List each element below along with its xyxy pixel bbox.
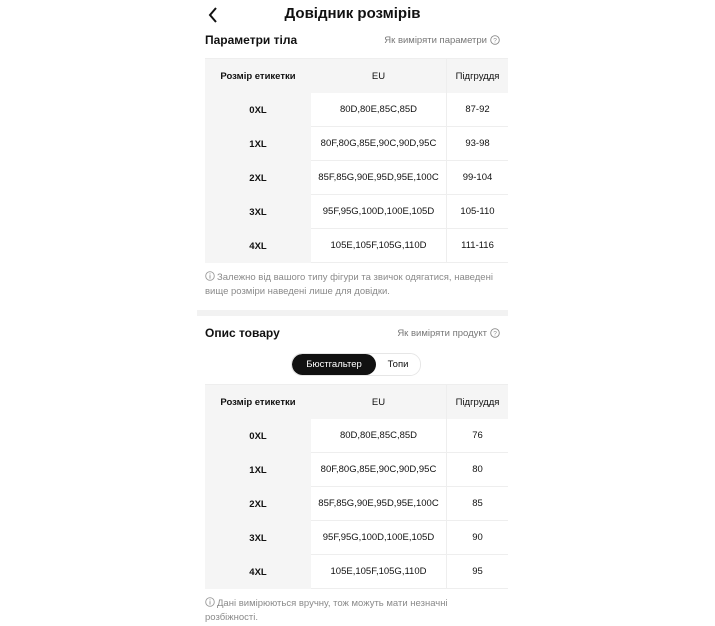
eu-cell: 95F,95G,100D,100E,105D (311, 521, 447, 555)
product-title: Опис товару (205, 326, 280, 340)
underbust-cell: 85 (447, 487, 508, 521)
eu-cell: 95F,95G,100D,100E,105D (311, 195, 447, 229)
header (197, 0, 508, 30)
size-label-cell: 3XL (205, 195, 311, 229)
underbust-cell: 80 (447, 453, 508, 487)
size-label-cell: 0XL (205, 93, 311, 127)
size-label-cell: 4XL (205, 229, 311, 263)
size-label-cell: 1XL (205, 453, 311, 487)
table-row (205, 127, 508, 161)
svg-text:?: ? (493, 37, 497, 45)
eu-cell: 105E,105F,105G,110D (311, 555, 447, 589)
body-params-header (205, 31, 500, 49)
question-icon (490, 35, 500, 45)
underbust-cell: 93-98 (447, 127, 508, 161)
table-row (205, 161, 508, 195)
table-row (205, 521, 508, 555)
column-header: Підгруддя (447, 385, 508, 419)
body-params-table (205, 58, 508, 263)
info-icon (205, 597, 215, 607)
product-header (205, 324, 500, 342)
product-type-tabs (291, 353, 421, 376)
info-icon (205, 271, 215, 281)
measure-params-link-label: Як виміряти параметри (384, 34, 487, 46)
table-row (205, 555, 508, 589)
table-row (205, 229, 508, 263)
eu-cell: 80F,80G,85E,90C,90D,95C (311, 127, 447, 161)
size-label-cell: 0XL (205, 419, 311, 453)
table-header-row (205, 385, 508, 419)
column-header: Розмір етикетки (205, 59, 311, 93)
size-label-cell: 2XL (205, 161, 311, 195)
measure-product-link[interactable] (397, 328, 500, 339)
body-params-note-text: Залежно від вашого типу фігури та звичок одягатися, наведені вище розміри наведені лише для довідки. (205, 272, 493, 297)
underbust-cell: 111-116 (447, 229, 508, 263)
section-divider (197, 310, 508, 316)
table-row (205, 453, 508, 487)
size-label-cell: 3XL (205, 521, 311, 555)
eu-cell: 80D,80E,85C,85D (311, 93, 447, 127)
column-header: Підгруддя (447, 59, 508, 93)
eu-cell: 85F,85G,90E,95D,95E,100C (311, 487, 447, 521)
table-row (205, 93, 508, 127)
tab-tops[interactable]: Топи (376, 354, 420, 375)
underbust-cell: 87-92 (447, 93, 508, 127)
measure-product-link-label: Як виміряти продукт (397, 327, 487, 339)
svg-text:?: ? (493, 330, 497, 338)
underbust-cell: 105-110 (447, 195, 508, 229)
eu-cell: 85F,85G,90E,95D,95E,100C (311, 161, 447, 195)
measure-params-link[interactable] (384, 35, 500, 46)
product-table (205, 384, 508, 589)
column-header: Розмір етикетки (205, 385, 311, 419)
body-params-note (205, 271, 495, 299)
column-header: EU (311, 59, 447, 93)
question-icon (490, 328, 500, 338)
underbust-cell: 90 (447, 521, 508, 555)
body-params-title: Параметри тіла (205, 33, 298, 47)
table-header-row (205, 59, 508, 93)
column-header: EU (311, 385, 447, 419)
underbust-cell: 99-104 (447, 161, 508, 195)
table-row (205, 195, 508, 229)
size-guide-screen (197, 0, 508, 626)
size-label-cell: 4XL (205, 555, 311, 589)
table-row (205, 419, 508, 453)
tab-bra[interactable]: Бюстгальтер (292, 354, 376, 375)
eu-cell: 105E,105F,105G,110D (311, 229, 447, 263)
product-note-text: Дані вимірюються вручну, тож можуть мати незначні розбіжності. (205, 598, 448, 623)
eu-cell: 80F,80G,85E,90C,90D,95C (311, 453, 447, 487)
size-label-cell: 2XL (205, 487, 311, 521)
eu-cell: 80D,80E,85C,85D (311, 419, 447, 453)
page-title: Довідник розмірів (284, 5, 421, 22)
underbust-cell: 76 (447, 419, 508, 453)
product-note (205, 597, 495, 625)
table-row (205, 487, 508, 521)
size-label-cell: 1XL (205, 127, 311, 161)
underbust-cell: 95 (447, 555, 508, 589)
